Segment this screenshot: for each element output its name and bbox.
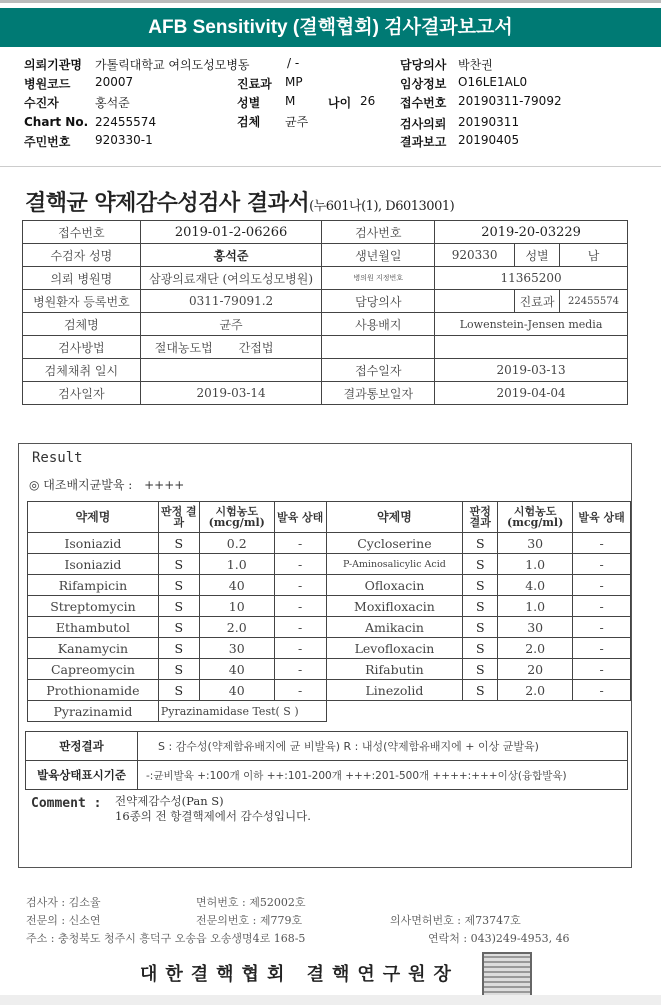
institution-label: 의뢰기관명 xyxy=(24,58,82,72)
comment-text xyxy=(115,794,311,824)
drug-concentration: 30 xyxy=(498,533,573,554)
legend-key: 발육상태표시기준 xyxy=(26,761,138,790)
report-value: 20190405 xyxy=(458,133,520,147)
drug-concentration: 30 xyxy=(498,617,573,638)
drug-name: Levofloxacin xyxy=(326,638,463,659)
cell: 삼광의료재단 (여의도성모병원) xyxy=(140,267,322,290)
table-row xyxy=(23,313,628,336)
table-row xyxy=(23,221,628,244)
drug-concentration: 2.0 xyxy=(498,680,573,701)
tester: 검사자 : 김소율 xyxy=(26,896,101,909)
col-header: 시험농도 (mcg/ml) xyxy=(199,502,274,533)
cell: 2019-01-2-06266 xyxy=(140,221,322,244)
drug-concentration: 0.2 xyxy=(199,533,274,554)
col-header: 약제명 xyxy=(28,502,159,533)
drug-growth: - xyxy=(274,554,326,575)
drug-growth: - xyxy=(274,596,326,617)
cell: 2019-04-04 xyxy=(435,382,628,405)
drug-name: Kanamycin xyxy=(28,638,159,659)
drug-concentration: 1.0 xyxy=(498,554,573,575)
comment-line: 전약제감수성(Pan S) xyxy=(115,794,224,808)
drug-growth: - xyxy=(274,575,326,596)
organization-name: 대한결핵협회 결핵연구원장 xyxy=(140,964,459,985)
cell: 검사번호 xyxy=(322,221,435,244)
comment-label: Comment : xyxy=(31,796,102,811)
patient-info-table xyxy=(22,220,628,405)
cell: 22455574 xyxy=(560,290,628,313)
table-row xyxy=(23,382,628,405)
empty xyxy=(326,701,630,722)
specialist-no: 전문의번호 : 제779호 xyxy=(196,914,303,927)
col-header: 판정 결과 xyxy=(158,502,199,533)
cell xyxy=(435,290,515,313)
table-row xyxy=(23,267,628,290)
cell: 2019-03-13 xyxy=(435,359,628,382)
cell: 2019-03-14 xyxy=(140,382,322,405)
control-value: ++++ xyxy=(144,478,185,492)
table-row xyxy=(23,290,628,313)
hospital-code-value: 20007 xyxy=(95,75,134,89)
drug-growth: - xyxy=(573,638,631,659)
doctor-license: 의사면허번호 : 제73747호 xyxy=(390,914,521,927)
col-header: 발육 상태 xyxy=(573,502,631,533)
cell: 의뢰 병원명 xyxy=(23,267,141,290)
pza-result: Pyrazinamidase Test( S ) xyxy=(158,701,326,722)
window-top-border xyxy=(0,0,661,3)
drug-growth: - xyxy=(573,680,631,701)
drug-result: S xyxy=(158,659,199,680)
institution-value: 가톨릭대학교 여의도성모병동 xyxy=(95,58,250,72)
drug-name: Capreomycin xyxy=(28,659,159,680)
cell: 병의원 지정번호 xyxy=(322,267,435,290)
drug-name: Rifampicin xyxy=(28,575,159,596)
drug-result: S xyxy=(158,617,199,638)
drug-concentration: 4.0 xyxy=(498,575,573,596)
table-row xyxy=(23,336,628,359)
drug-growth: - xyxy=(573,533,631,554)
drug-growth: - xyxy=(274,659,326,680)
drug-growth: - xyxy=(573,575,631,596)
drug-name: Cycloserine xyxy=(326,533,463,554)
result-label: Result xyxy=(32,450,83,466)
drug-result: S xyxy=(158,533,199,554)
cell: 생년월일 xyxy=(322,244,435,267)
address: 주소 : 충청북도 청주시 흥덕구 오송읍 오송생명4로 168-5 xyxy=(26,932,306,945)
drug-growth: - xyxy=(573,659,631,680)
age-value: 26 xyxy=(360,94,376,108)
license: 면허번호 : 제52002호 xyxy=(196,896,306,909)
request-label: 검사의뢰 xyxy=(400,117,447,131)
bottom-strip xyxy=(0,995,661,1005)
doctor-label: 담당의사 xyxy=(400,58,447,72)
drug-name: Moxifloxacin xyxy=(326,596,463,617)
table-row xyxy=(28,659,631,680)
dept-value: MP xyxy=(285,75,303,89)
clinical-label: 임상정보 xyxy=(400,77,447,91)
table-row xyxy=(28,533,631,554)
result-box xyxy=(18,443,632,868)
patient-label: 수진자 xyxy=(24,96,59,110)
id-label: 주민번호 xyxy=(24,135,71,149)
drug-concentration: 2.0 xyxy=(199,617,274,638)
drug-result: S xyxy=(158,575,199,596)
cell: 검사방법 xyxy=(23,336,141,359)
cell: 920330 xyxy=(435,244,515,267)
col-header: 판정 결과 xyxy=(463,502,498,533)
drug-growth: - xyxy=(573,617,631,638)
specimen-label: 검체 xyxy=(237,115,261,129)
specialist: 전문의 : 신소연 xyxy=(26,914,101,927)
drug-concentration: 2.0 xyxy=(498,638,573,659)
request-value: 20190311 xyxy=(458,115,520,129)
doc-code: (누601나(1), D6013001) xyxy=(309,199,455,214)
col-header: 발육 상태 xyxy=(274,502,326,533)
cell: 11365200 xyxy=(435,267,628,290)
cell: 접수번호 xyxy=(23,221,141,244)
cell xyxy=(435,336,628,359)
cell: 2019-20-03229 xyxy=(435,221,628,244)
table-row xyxy=(28,617,631,638)
drug-result: S xyxy=(463,659,498,680)
table-row xyxy=(26,732,628,761)
drug-concentration: 1.0 xyxy=(498,596,573,617)
cell: 접수일자 xyxy=(322,359,435,382)
cell: 성별 xyxy=(515,244,560,267)
patient-value: 홍석준 xyxy=(95,96,130,110)
cell: 수검자 성명 xyxy=(23,244,141,267)
institution-extra: / - xyxy=(287,56,300,70)
col-header: 시험농도 (mcg/ml) xyxy=(498,502,573,533)
legend-value: S : 감수성(약제함유배지에 균 비발육) R : 내성(약제함유배지에 + 이상 균발육) xyxy=(138,732,628,761)
sex-value: M xyxy=(285,94,296,108)
control-label: ◎ 대조배지균발육 : xyxy=(29,478,133,492)
specimen-value: 균주 xyxy=(285,115,309,129)
id-value: 920330-1 xyxy=(95,133,153,147)
drug-name: Prothionamide xyxy=(28,680,159,701)
drug-name: Rifabutin xyxy=(326,659,463,680)
drug-name: Ethambutol xyxy=(28,617,159,638)
receipt-label: 접수번호 xyxy=(400,96,447,110)
cell: 홍석준 xyxy=(140,244,322,267)
doctor-value: 박찬권 xyxy=(458,58,493,72)
drug-result: S xyxy=(463,575,498,596)
doc-title xyxy=(25,186,454,217)
drug-name: P-Aminosalicylic Acid xyxy=(326,554,463,575)
drug-name: Linezolid xyxy=(326,680,463,701)
table-row xyxy=(23,359,628,382)
drug-name: Isoniazid xyxy=(28,554,159,575)
drug-name: Amikacin xyxy=(326,617,463,638)
drug-concentration: 40 xyxy=(199,659,274,680)
receipt-value: 20190311-79092 xyxy=(458,94,562,108)
cell xyxy=(140,336,322,359)
drug-result: S xyxy=(463,638,498,659)
cell: 균주 xyxy=(140,313,322,336)
drug-concentration: 10 xyxy=(199,596,274,617)
chart-value: 22455574 xyxy=(95,115,157,129)
doc-title-text: 결핵균 약제감수성검사 결과서 xyxy=(25,191,310,216)
table-row xyxy=(26,761,628,790)
drug-growth: - xyxy=(274,533,326,554)
sex-label: 성별 xyxy=(237,96,261,110)
cell: 결과통보일자 xyxy=(322,382,435,405)
table-header xyxy=(28,502,631,533)
cell: 병원환자 등록번호 xyxy=(23,290,141,313)
cell: 진료과 xyxy=(515,290,560,313)
drug-result: S xyxy=(158,680,199,701)
drug-growth: - xyxy=(274,680,326,701)
clinical-value: O16LE1AL0 xyxy=(458,75,528,89)
drug-result: S xyxy=(158,638,199,659)
divider xyxy=(0,166,661,167)
table-row xyxy=(28,680,631,701)
drug-concentration: 40 xyxy=(199,680,274,701)
drug-concentration: 1.0 xyxy=(199,554,274,575)
drug-concentration: 30 xyxy=(199,638,274,659)
table-row xyxy=(28,638,631,659)
col-header: 약제명 xyxy=(326,502,463,533)
table-row xyxy=(28,701,631,722)
cell: 검체명 xyxy=(23,313,141,336)
dept-label: 진료과 xyxy=(237,77,272,91)
report-title-bar: AFB Sensitivity (결핵협회) 검사결과보고서 xyxy=(0,8,661,47)
drug-growth: - xyxy=(573,596,631,617)
method-1: 절대농도법 xyxy=(154,340,213,355)
cell: 사용배지 xyxy=(322,313,435,336)
legend-table xyxy=(25,731,628,790)
hospital-code-label: 병원코드 xyxy=(24,77,71,91)
drug-result: S xyxy=(158,596,199,617)
cell: Lowenstein-Jensen media xyxy=(435,313,628,336)
drug-result: S xyxy=(463,533,498,554)
drug-concentration: 40 xyxy=(199,575,274,596)
age-label: 나이 xyxy=(328,96,352,110)
cell: 남 xyxy=(560,244,628,267)
drug-result: S xyxy=(158,554,199,575)
drug-concentration: 20 xyxy=(498,659,573,680)
table-row xyxy=(28,596,631,617)
table-row xyxy=(28,575,631,596)
drug-result: S xyxy=(463,680,498,701)
report-label: 결과보고 xyxy=(400,135,447,149)
scanned-report xyxy=(0,172,661,995)
control-growth xyxy=(29,476,184,493)
drug-name: Isoniazid xyxy=(28,533,159,554)
cell: 0311-79091.2 xyxy=(140,290,322,313)
method-2: 간접법 xyxy=(238,340,274,355)
cell: 담당의사 xyxy=(322,290,435,313)
drug-table xyxy=(27,501,631,722)
official-seal xyxy=(482,952,532,998)
drug-result: S xyxy=(463,596,498,617)
cell: 검체채취 일시 xyxy=(23,359,141,382)
drug-growth: - xyxy=(274,638,326,659)
cell: 검사일자 xyxy=(23,382,141,405)
drug-growth: - xyxy=(573,554,631,575)
chart-label: Chart No. xyxy=(24,115,89,129)
drug-result: S xyxy=(463,617,498,638)
legend-key: 판정결과 xyxy=(26,732,138,761)
table-row xyxy=(23,244,628,267)
contact: 연락처 : 043)249-4953, 46 xyxy=(428,932,570,945)
drug-name: Pyrazinamid xyxy=(28,701,159,722)
comment-line: 16종의 전 항결핵제에서 감수성입니다. xyxy=(115,809,311,823)
cell xyxy=(140,359,322,382)
drug-name: Streptomycin xyxy=(28,596,159,617)
drug-growth: - xyxy=(274,617,326,638)
drug-name: Ofloxacin xyxy=(326,575,463,596)
drug-result: S xyxy=(463,554,498,575)
cell xyxy=(322,336,435,359)
table-row xyxy=(28,554,631,575)
legend-value: -:균비발육 +:100개 이하 ++:101-200개 +++:201-500개 ++++:+++이상(융합발육) xyxy=(138,761,628,790)
